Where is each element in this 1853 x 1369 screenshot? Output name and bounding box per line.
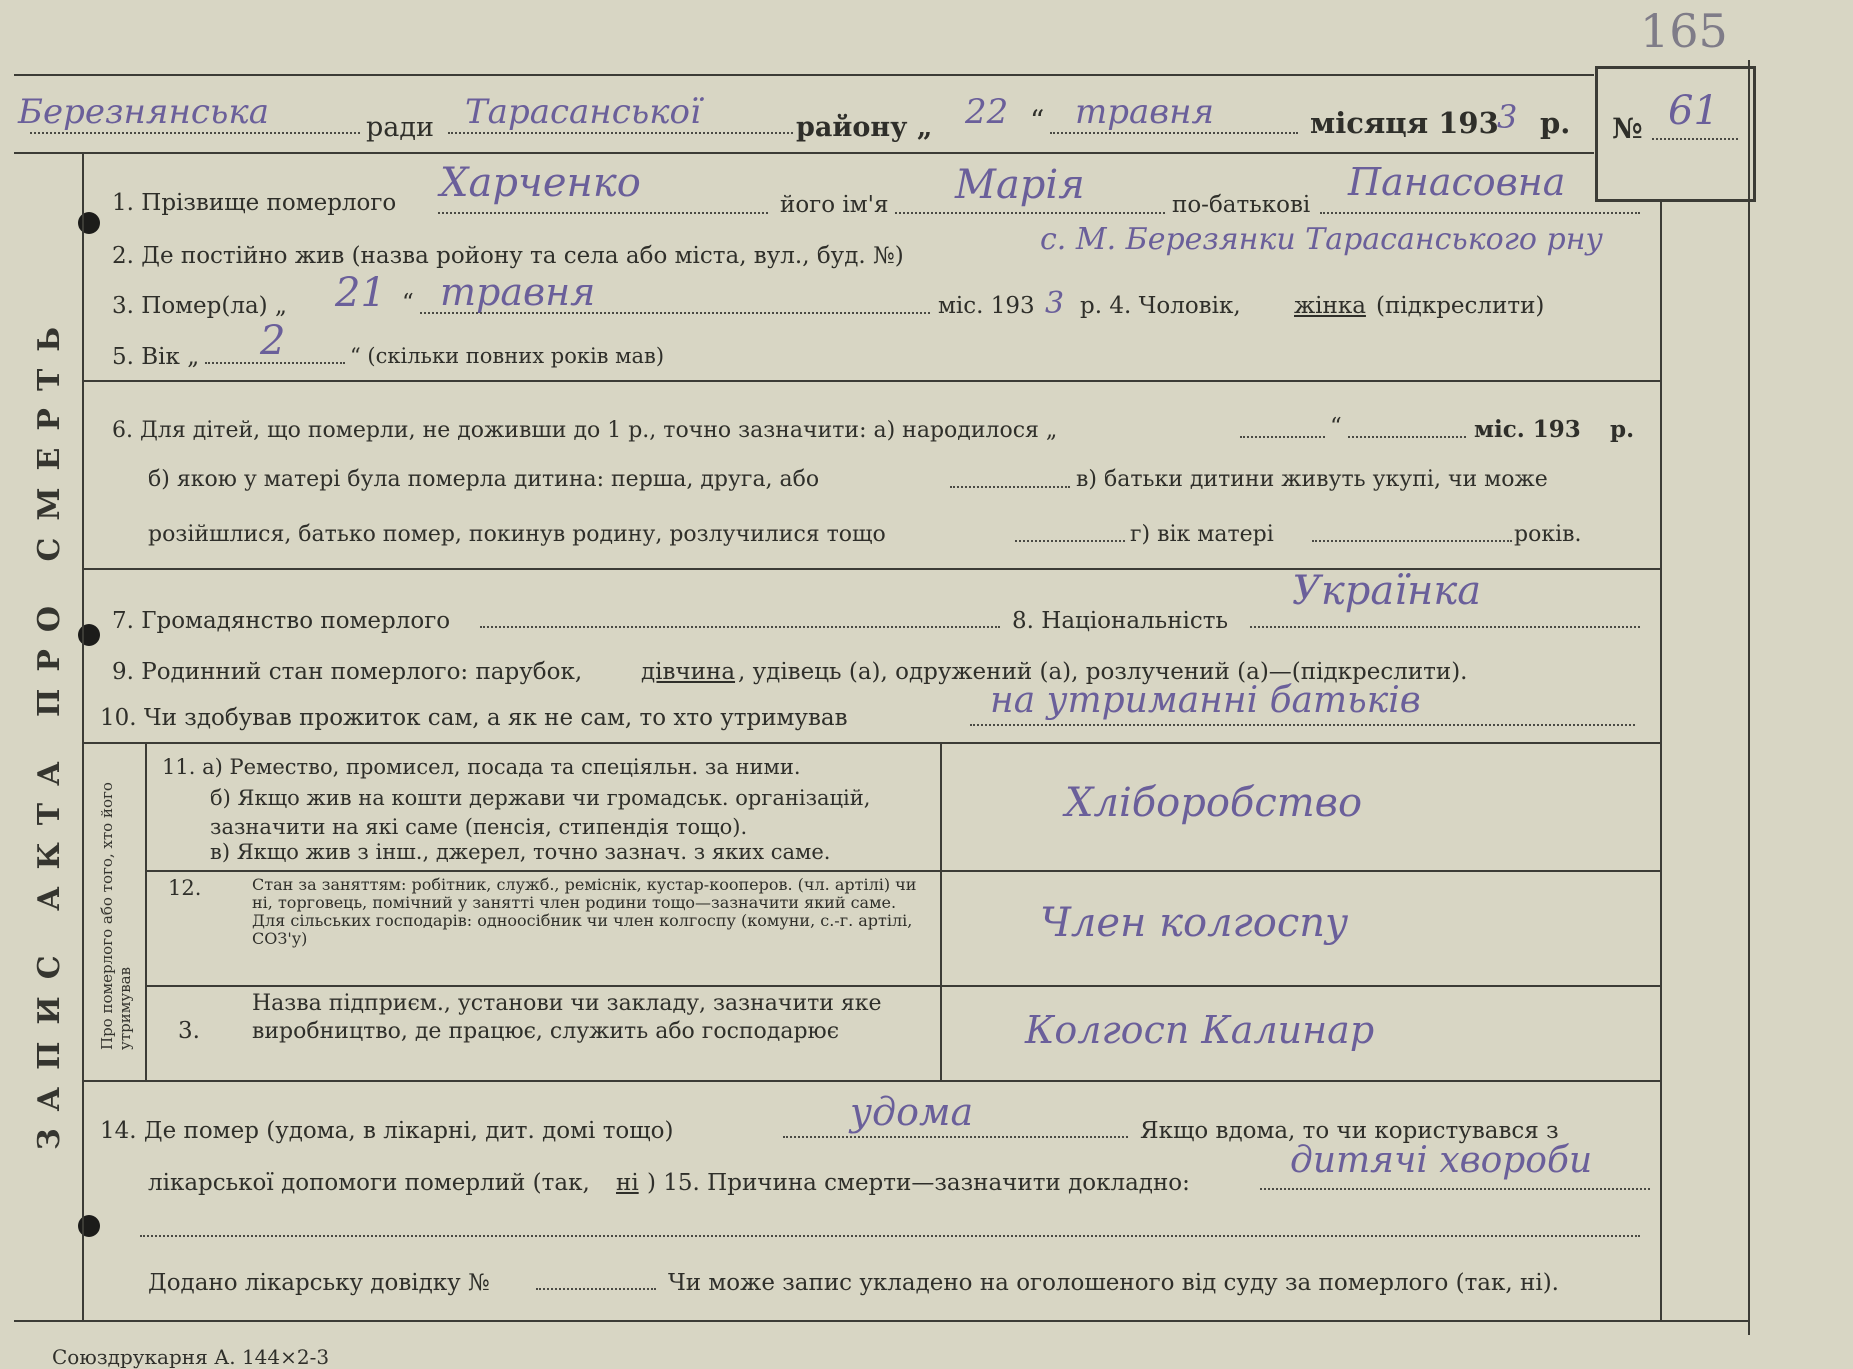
- section-divider-1: [84, 380, 1660, 382]
- infant-line1-b: “: [1330, 414, 1342, 440]
- month-line: [1050, 132, 1298, 134]
- frame-left-line: [82, 152, 84, 1322]
- occupation-a: 11. а) Ремество, промисел, посада та спеціяльн. за ними.: [162, 755, 801, 779]
- sheet-number-pencil: 165: [1640, 4, 1728, 58]
- residence-value: с. М. Березянки Тарасанського рну: [1040, 222, 1603, 257]
- infant-line2-b: в) батьки дитини живуть укупі, чи може: [1076, 467, 1548, 492]
- citizenship-label: 7. Громадянство померлого: [112, 608, 451, 634]
- death-quote: “: [402, 290, 414, 316]
- support-line: [970, 724, 1635, 726]
- patronymic-label: по-батькові: [1172, 192, 1311, 218]
- medical-question-b: лікарської допомоги померлий (так,: [148, 1170, 590, 1196]
- status-text: Стан за заняттям: робітник, служб., реміснік, кустар-кооперов. (чл. артілі) чи ні, торговець, помічний у занятті член родини тощо—зазначити який саме. Для сільських господарів: одноосібник чи член колгоспу (комуни, с.-г. артілі, СОЗ'у): [252, 875, 917, 948]
- marital-label-b: , удівець (а), одружений (а), розлучений (а)—(підкреслити).: [738, 659, 1468, 685]
- citizenship-line: [480, 626, 1000, 628]
- patronymic-line: [1320, 212, 1640, 214]
- frame-header-bottom: [14, 152, 1594, 154]
- support-label: 10. Чи здобував прожиток сам, а як не сам, то хто утримував: [100, 705, 848, 731]
- medical-question-a: Якщо вдома, то чи користувався з: [1140, 1118, 1559, 1144]
- nationality-value: Українка: [1292, 568, 1482, 614]
- cause-line-2: [140, 1235, 1640, 1237]
- occupation-value: Хліборобство: [1065, 780, 1363, 826]
- given-name-label: його ім'я: [780, 192, 889, 218]
- act-number-value: 61: [1668, 88, 1719, 134]
- infant-line3-a: розійшлися, батько помер, покинув родину, розлучилися тощо: [148, 522, 886, 547]
- cause-value: дитячі хвороби: [1290, 1140, 1593, 1181]
- marital-girl-underlined: дівчина: [641, 659, 736, 685]
- section-divider-3: [84, 742, 1660, 744]
- mother-age-line: [1312, 540, 1512, 542]
- council-line: [30, 132, 360, 134]
- number-line: [1652, 138, 1738, 140]
- age-label: 5. Вік „: [112, 344, 200, 370]
- sex-label: р. 4. Чоловік,: [1080, 293, 1241, 319]
- month-value: травня: [1075, 92, 1214, 132]
- frame-bottom-line: [14, 1320, 1748, 1322]
- surname-label: 1. Прізвище померлого: [112, 190, 397, 216]
- day-value: 22: [965, 92, 1009, 132]
- district-value: Тарасанської: [465, 92, 701, 132]
- district-line: [448, 132, 793, 134]
- side-title: ЗАПИС АКТА ПРО СМЕРТЬ: [32, 309, 67, 1150]
- marital-label-a: 9. Родинний стан померлого: парубок,: [112, 659, 583, 685]
- nationality-line: [1250, 626, 1640, 628]
- cause-line: [1260, 1188, 1650, 1190]
- medical-no-underlined: ні: [616, 1170, 639, 1196]
- residence-label: 2. Де постійно жив (назва ройону та села або міста, вул., буд. №): [112, 243, 904, 269]
- infant-line1-a: 6. Для дітей, що померли, не доживши до 1 р., точно зазначити: а) народилося „: [112, 418, 1058, 443]
- table-row-divider-2: [145, 985, 1660, 987]
- certificate-line: [536, 1288, 656, 1290]
- infant-birth-line-a: [1240, 436, 1325, 438]
- age-line: [205, 362, 345, 364]
- place-line: [783, 1136, 1128, 1138]
- patronymic-value: Панасовна: [1348, 160, 1566, 204]
- age-value: 2: [260, 318, 286, 364]
- surname-value: Харченко: [440, 160, 641, 206]
- enterprise-value: Колгосп Калинар: [1025, 1008, 1375, 1052]
- sex-note: (підкреслити): [1376, 293, 1545, 319]
- district-label: району „: [796, 112, 933, 143]
- month-year-label: місяця 193: [1310, 106, 1499, 140]
- year-digit: 3: [1497, 98, 1518, 136]
- frame-right-line: [1660, 200, 1662, 1320]
- certificate-label: Додано лікарську довідку №: [148, 1270, 490, 1296]
- age-note: “ (скільки повних років мав): [350, 344, 665, 368]
- quote-mark: “: [1030, 104, 1045, 137]
- support-value: на утриманні батьків: [990, 680, 1421, 721]
- year-suffix: р.: [1540, 106, 1571, 140]
- death-line: [420, 312, 930, 314]
- side-small-caption: Про померлого або того, хто його утримував: [98, 782, 134, 1050]
- given-name-line: [895, 212, 1165, 214]
- printer-imprint: Союздрукарня А. 144×2-3: [52, 1345, 330, 1369]
- court-question: Чи може запис укладено на оголошеного від суду за померлого (так, ні).: [668, 1270, 1559, 1296]
- status-number: 12.: [168, 876, 202, 900]
- place-label: 14. Де помер (удома, в лікарні, дит. домі тощо): [100, 1118, 674, 1144]
- infant-line3-c: років.: [1514, 522, 1582, 547]
- death-year-digit: 3: [1045, 286, 1065, 321]
- council-value: Березнянська: [18, 92, 269, 132]
- surname-line: [438, 212, 768, 214]
- enterprise-text: Назва підприєм., установи чи закладу, зазначити яке виробництво, де працює, служить або господарює: [252, 991, 882, 1044]
- infant-line2-a: б) якою у матері була померла дитина: перша, друга, або: [148, 467, 820, 492]
- occupation-c: в) Якщо жив з інш., джерел, точно зазнач. з яких саме.: [210, 840, 831, 864]
- place-value: удома: [850, 1090, 974, 1134]
- nationality-label: 8. Національність: [1012, 608, 1229, 634]
- table-left-line: [145, 742, 147, 1080]
- infant-line3-b: г) вік матері: [1130, 522, 1274, 547]
- infant-order-line: [950, 486, 1070, 488]
- frame-top-line: [14, 74, 1594, 76]
- council-label: ради: [366, 112, 435, 143]
- given-name-value: Марія: [955, 162, 1085, 208]
- sex-female-underlined: жінка: [1294, 293, 1366, 319]
- infant-line1-c: міс. 193: [1474, 416, 1581, 443]
- death-month-value: травня: [440, 270, 596, 314]
- table-row-divider-1: [145, 870, 1660, 872]
- section-divider-4: [84, 1080, 1660, 1082]
- infant-parents-line: [1015, 540, 1125, 542]
- frame-right-outer: [1748, 60, 1750, 1335]
- death-day-value: 21: [335, 270, 386, 316]
- number-label: №: [1612, 112, 1643, 145]
- death-date-label: 3. Помер(ла) „: [112, 293, 287, 319]
- enterprise-number: 3.: [178, 1018, 200, 1044]
- occupation-b: б) Якщо жив на кошти держави чи громадськ. організацій, зазначити на які саме (пенсія, стипендія тощо).: [210, 786, 871, 839]
- death-month-label: міс. 193: [938, 293, 1035, 319]
- infant-line1-d: р.: [1610, 416, 1635, 443]
- status-value: Член колгоспу: [1040, 900, 1349, 946]
- infant-birth-line-b: [1348, 436, 1466, 438]
- cause-label: ) 15. Причина смерти—зазначити докладно:: [647, 1170, 1190, 1196]
